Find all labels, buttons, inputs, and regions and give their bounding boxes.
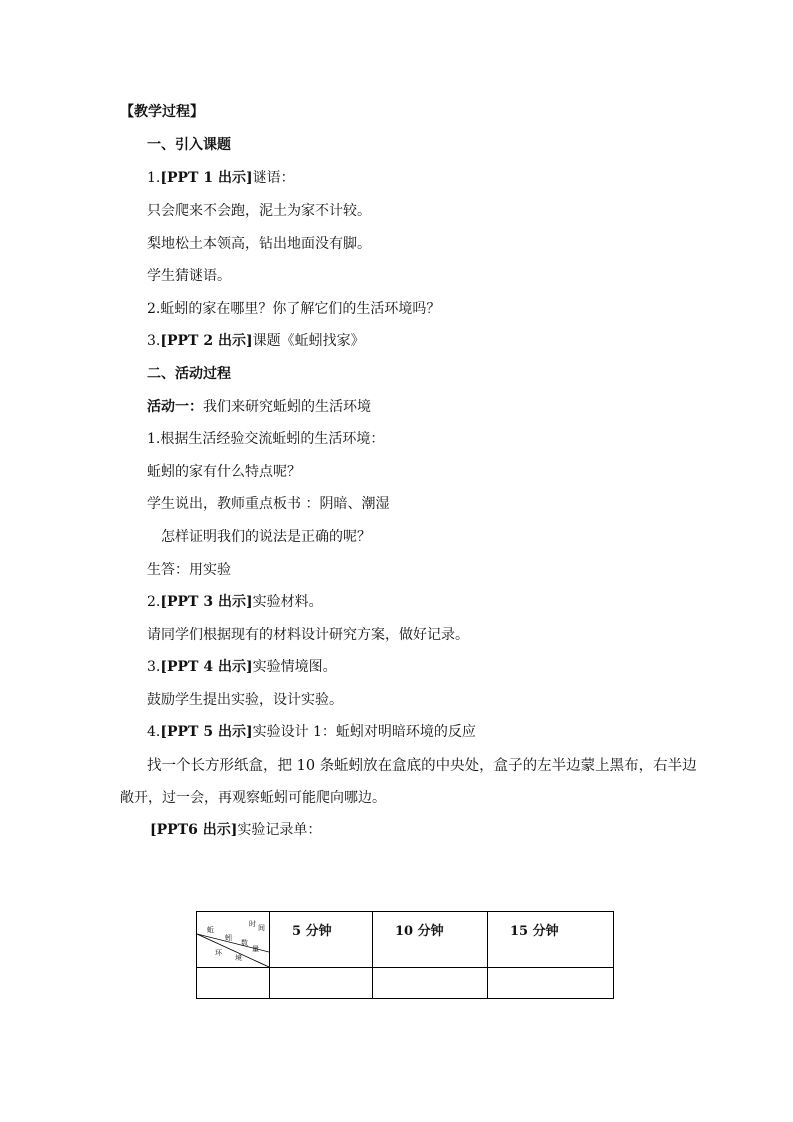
record-table [196,911,614,999]
paragraph-1-number: 1. [147,170,161,186]
diag-time-2: 间 [258,924,265,932]
riddle-line-2: 梨地松土本领高，钻出地面没有脚。 [147,236,371,252]
paragraph-1-text: 谜语： [252,170,295,186]
step-4-desc-line-2: 敞开，过一会，再观察蚯蚓可能爬向哪边。 [120,790,386,806]
table-cell [197,968,270,999]
step-3-desc: 鼓励学生提出实验，设计实验。 [147,692,343,708]
step-2 [147,593,323,611]
activity-1-line [147,398,371,416]
column-header: 15 分钟 [488,912,614,968]
step-4-desc-line-1: 找一个长方形纸盒，把 10 条蚯蚓放在盒底的中央处，盒子的左半边蒙上黑布，右半边 [147,758,697,774]
step-2-number: 2. [147,594,161,610]
step-4-text: 实验设计 1：蚯蚓对明暗环境的反应 [252,724,476,740]
paragraph-3-text: 课题《蚯蚓找家》 [252,333,365,349]
record-table-row [197,968,614,999]
ppt-tag: [PPT6 出示] [150,822,238,838]
ppt-tag: [PPT 3 出示] [160,594,253,610]
paragraph-3 [147,332,365,350]
ppt-tag: [PPT 4 出示] [160,659,253,675]
section-heading: 【教学过程】 [120,104,204,120]
ppt-tag: [PPT 5 出示] [160,724,253,740]
column-header: 5 分钟 [270,912,373,968]
paragraph-2: 2.蚯蚓的家在哪里？你了解它们的生活环境吗？ [147,301,441,317]
ppt-tag: [PPT 1 出示] [160,170,253,186]
step-4-number: 4. [147,724,161,740]
column-header: 10 分钟 [373,912,488,968]
activity-1-step-1: 1.根据生活经验交流蚯蚓的生活环境： [147,431,385,447]
paragraph-1 [147,169,295,187]
step-5 [150,821,321,839]
step-3-text: 实验情境图。 [252,659,337,675]
diag-env-1: 环 [215,949,222,957]
ppt-tag: [PPT 2 出示] [160,333,253,349]
table-cell [373,968,488,999]
table-cell [488,968,614,999]
activity-1-label: 活动一： [147,399,203,415]
section-1-title: 一、引入课题 [147,137,231,153]
activity-1-question: 蚯蚓的家有什么特点呢？ [147,464,301,480]
riddle-line-1: 只会爬来不会跑，泥土为家不计较。 [147,203,371,219]
diag-env-2: 境 [235,954,242,962]
diag-count-1: 数 [241,939,248,947]
diag-time-1: 时 [249,920,256,928]
step-5-text: 实验记录单： [237,822,322,838]
guess-line: 学生猜谜语。 [147,268,231,284]
step-2-text: 实验材料。 [252,594,323,610]
section-2-title: 二、活动过程 [147,366,231,382]
activity-1-answer-2: 生答：用实验 [147,562,231,578]
activity-1-question-2: 怎样证明我们的说法是正确的呢？ [161,529,371,545]
diag-earthworm-1: 蚯 [207,926,214,934]
step-3 [147,658,337,676]
record-table-header-row [197,912,614,968]
diagonal-lines [197,912,269,967]
activity-1-answer: 学生说出，教师重点板书 ：阴暗、潮湿 [147,496,390,512]
diagonal-header-cell [197,912,270,968]
paragraph-3-number: 3. [147,333,161,349]
step-4 [147,723,476,741]
step-3-number: 3. [147,659,161,675]
step-2-desc: 请同学们根据现有的材料设计研究方案，做好记录。 [147,627,469,643]
diag-count-2: 量 [252,945,259,953]
activity-1-text: 我们来研究蚯蚓的生活环境 [203,399,371,415]
diag-earthworm-2: 蚓 [225,934,232,942]
table-cell [270,968,373,999]
